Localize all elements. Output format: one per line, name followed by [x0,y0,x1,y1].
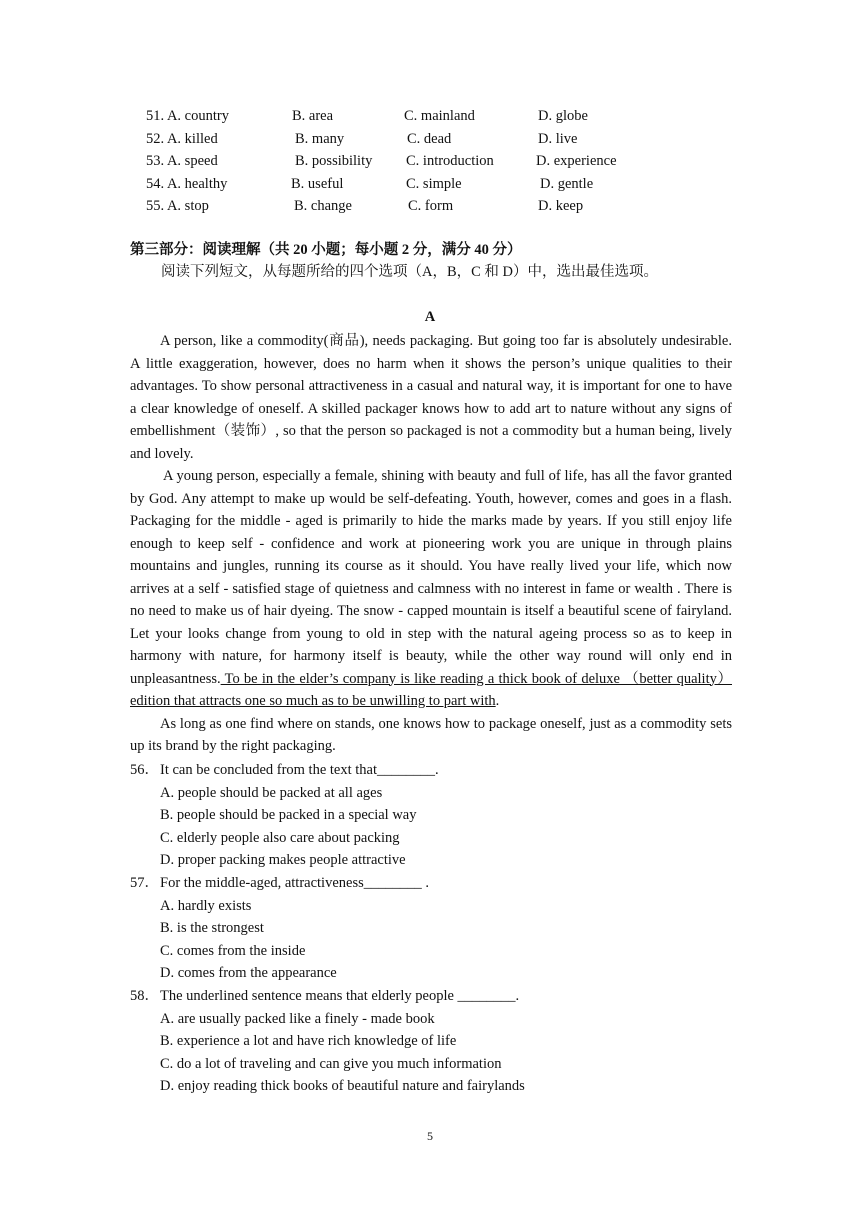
option-a: 55. A. stop [146,198,209,215]
option-a: 53. A. speed [146,153,218,170]
option-b: B. useful [291,175,344,192]
question-number: 56． [130,762,159,778]
section-heading: 第三部分：阅读理解（共 20 小题；每小题 2 分，满分 40 分） [130,242,522,258]
option-d: D. gentle [540,175,594,192]
option-b: B. many [295,130,345,147]
option-a: 54. A. healthy [146,175,228,192]
page-number: 5 [427,1129,433,1143]
question-stem [130,759,750,782]
paragraph-text: A young person, especially a female, shining with beauty and full of life, has all the favor granted by God. Any attempt to make up would be self-defeating. Youth, however, comes and goes in a flash. Packaging for the middle - aged is primarily to hide the marks made by years. If you still enjoy life enough to keep self - confidence and work at pioneering work you are unique in through plains mountains and jungles, running its course as it should. You have really lived your life, which now arrives at a self - satisfied stage of quietness and calmness with no interest in fame or wealth . There is no need to make us of hair dyeing. The snow - capped mountain is itself a beautiful scene of fairyland. Let your looks change from young to old in step with the natural ageing process so as to keep in harmony with nature, for harmony itself is beauty, while the other way round will only end in unpleasantness. [130,468,732,687]
choice-a: A. hardly exists [160,897,252,914]
choice-d: D. comes from the appearance [160,965,337,982]
question-57 [130,872,750,985]
paragraph-end: . [495,693,500,709]
option-a: 51. A. country [146,108,229,124]
choice-c: C. elderly people also care about packing [160,829,400,846]
passage-title: A [424,309,436,325]
passage-paragraph-2 [130,465,732,713]
option-d: D. live [538,130,578,147]
question-number: 58． [130,987,159,1004]
question-text: It can be concluded from the text that________. [160,762,439,778]
choice-d: D. enjoy reading thick books of beautiful nature and fairylands [160,1078,525,1095]
option-c: C. mainland [404,108,475,124]
option-b: B. change [294,198,352,215]
passage-paragraph-3: As long as one find where on stands, one knows how to package oneself, just as a commodity sets up its brand by the right packaging. [130,715,732,754]
questions [130,759,750,1098]
question-stem [130,872,750,895]
choice-b: B. is the strongest [160,920,264,937]
choice-b: B. people should be packed in a special way [160,807,417,824]
option-c: C. introduction [406,153,494,170]
choice-b: B. experience a lot and have rich knowledge of life [160,1033,457,1050]
option-c: C. dead [407,130,452,147]
option-d: D. experience [536,153,617,170]
question-text: The underlined sentence means that elderly people ________. [160,987,520,1004]
passage-body [130,330,732,758]
choice-a: A. people should be packed at all ages [160,784,383,801]
question-number: 57． [130,874,159,891]
option-d: D. globe [538,108,588,124]
option-c: C. simple [406,175,462,192]
choice-a: A. are usually packed like a finely - made book [160,1010,435,1027]
underlined-sentence: To be in the elder’s company is like reading a thick book of deluxe （better quality）edition that attracts one so much as to be unwilling to part with [130,670,732,709]
option-c: C. form [408,198,454,215]
option-a: 52. A. killed [146,130,218,147]
question-56 [130,759,750,872]
section-instruction: 阅读下列短文，从每题所给的四个选项（A，B，C 和 D）中，选出最佳选项。 [161,264,659,280]
option-b: B. possibility [295,153,373,170]
question-58 [130,985,750,1098]
option-d: D. keep [538,198,584,215]
choice-d: D. proper packing makes people attractive [160,852,406,869]
option-b: B. area [292,108,334,124]
choice-c: C. comes from the inside [160,942,306,959]
question-text: For the middle-aged, attractiveness________ . [160,874,429,891]
choice-c: C. do a lot of traveling and can give you much information [160,1055,502,1072]
question-stem [130,985,750,1008]
passage-paragraph-1: A person, like a commodity(商品), needs packaging. But going too far is absolutely undesirable. A little exaggeration, however, does no harm when it shows the person’s unique qualities to their advantages. To show personal attractiveness in a casual and natural way, it is important for one to have a clear knowledge of oneself. A skilled packager knows how to add art to nature without any signs of embellishment（装饰）, so that the person so packaged is not a commodity but a human being, lively and lovely. [130,333,732,462]
